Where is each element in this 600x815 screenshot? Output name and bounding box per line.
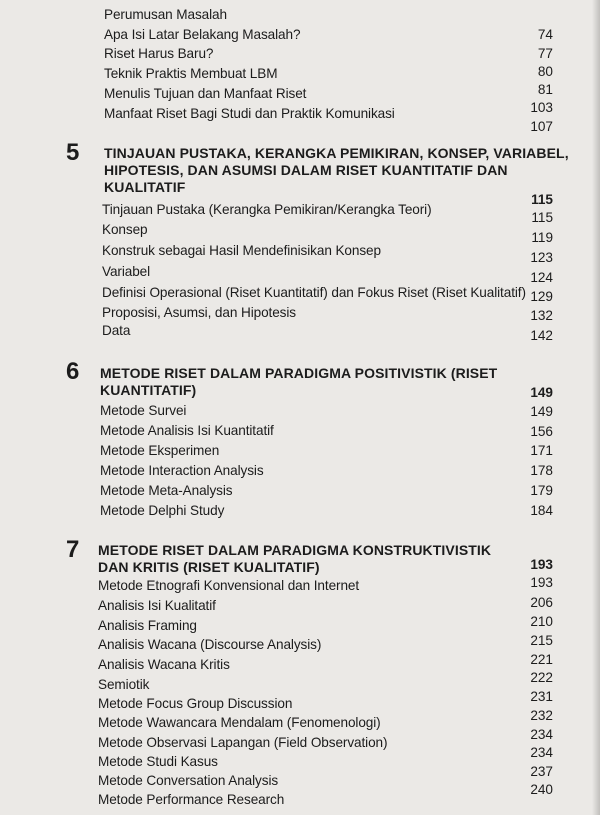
toc-page-number: 232 <box>530 708 553 723</box>
toc-entry: Perumusan Masalah <box>104 7 227 22</box>
toc-entry: Analisis Wacana (Discourse Analysis) <box>98 637 322 652</box>
toc-entry: Metode Delphi Study <box>100 503 225 518</box>
toc-entry: Data <box>102 323 131 338</box>
toc-page-number: 156 <box>530 424 553 439</box>
toc-page-number: 124 <box>530 270 553 285</box>
toc-entry: Metode Conversation Analysis <box>98 773 279 788</box>
page-edge-shadow <box>592 0 600 815</box>
toc-page-number: 179 <box>530 483 553 498</box>
chapter-title: METODE RISET DALAM PARADIGMA KONSTRUKTIVISTIK <box>98 542 492 558</box>
toc-page-number: 107 <box>530 119 553 134</box>
toc-entry: Konsep <box>102 222 148 237</box>
toc-page-number: 184 <box>530 503 553 518</box>
toc-page-number: 119 <box>531 230 553 245</box>
chapter-page-number: 115 <box>531 192 553 207</box>
toc-entry: Metode Etnografi Konvensional dan Internet <box>98 578 360 593</box>
toc-entry: Metode Meta-Analysis <box>100 483 233 498</box>
chapter-title: METODE RISET DALAM PARADIGMA POSITIVISTIK (RISET <box>100 365 498 381</box>
toc-entry: Tinjauan Pustaka (Kerangka Pemikiran/Kerangka Teori) <box>102 202 432 217</box>
toc-page-number: 231 <box>530 689 553 704</box>
toc-entry: Metode Survei <box>100 403 187 418</box>
toc-entry: Manfaat Riset Bagi Studi dan Praktik Komunikasi <box>104 106 395 121</box>
toc-page-number: 222 <box>530 670 553 685</box>
toc-entry: Metode Eksperimen <box>100 443 220 458</box>
toc-entry: Variabel <box>102 264 151 279</box>
toc-entry: Proposisi, Asumsi, dan Hipotesis <box>102 305 296 320</box>
toc-page-number: 74 <box>537 27 553 42</box>
toc-entry: Apa Isi Latar Belakang Masalah? <box>104 27 301 42</box>
toc-page-number: 234 <box>530 727 553 742</box>
chapter-title: DAN KRITIS (RISET KUALITATIF) <box>98 559 320 575</box>
chapter-title: KUALITATIF <box>104 179 186 195</box>
chapter-page-number: 149 <box>530 385 553 400</box>
chapter-page-number: 193 <box>530 557 553 572</box>
toc-entry: Metode Performance Research <box>98 792 285 807</box>
toc-page-number: 234 <box>530 745 553 760</box>
toc-entry: Semiotik <box>98 677 150 692</box>
toc-entry: Menulis Tujuan dan Manfaat Riset <box>104 86 307 101</box>
toc-page-number: 132 <box>530 308 553 323</box>
toc-page-number: 171 <box>530 443 553 458</box>
toc-page-number: 215 <box>530 633 553 648</box>
toc-page-number: 178 <box>530 463 553 478</box>
toc-entry: Metode Interaction Analysis <box>100 463 264 478</box>
toc-page-number: 81 <box>537 82 553 97</box>
toc-page-number: 221 <box>530 652 553 667</box>
toc-entry: Metode Observasi Lapangan (Field Observation) <box>98 735 388 750</box>
chapter-title: TINJAUAN PUSTAKA, KERANGKA PEMIKIRAN, KONSEP, VARIABEL, <box>104 145 569 161</box>
chapter-title: HIPOTESIS, DAN ASUMSI DALAM RISET KUANTITATIF DAN <box>104 162 508 178</box>
toc-entry: Metode Wawancara Mendalam (Fenomenologi) <box>98 715 381 730</box>
toc-entry: Metode Focus Group Discussion <box>98 696 293 711</box>
chapter-number: 6 <box>66 358 80 385</box>
toc-entry: Teknik Praktis Membuat LBM <box>104 66 278 81</box>
toc-page-number: 77 <box>537 46 553 61</box>
toc-page-number: 123 <box>530 250 553 265</box>
toc-entry: Riset Harus Baru? <box>104 46 214 61</box>
toc-entry: Definisi Operasional (Riset Kuantitatif) dan Fokus Riset (Riset Kualitatif) <box>102 285 526 300</box>
toc-page-number: 149 <box>530 404 553 419</box>
toc-entry: Metode Studi Kasus <box>98 754 218 769</box>
chapter-title: KUANTITATIF) <box>100 382 197 398</box>
chapter-number: 7 <box>66 536 80 563</box>
toc-entry: Analisis Framing <box>98 618 197 633</box>
toc-page-number: 129 <box>530 289 553 304</box>
toc-page-number: 103 <box>530 100 553 115</box>
chapter-number: 5 <box>66 139 80 166</box>
toc-page-number: 80 <box>537 64 553 79</box>
toc-entry: Analisis Wacana Kritis <box>98 657 230 672</box>
toc-page-number: 210 <box>530 614 553 629</box>
toc-page-number: 193 <box>530 575 553 590</box>
toc-entry: Konstruk sebagai Hasil Mendefinisikan Konsep <box>102 243 381 258</box>
toc-page-number: 237 <box>530 764 553 779</box>
toc-entry: Metode Analisis Isi Kuantitatif <box>100 423 274 438</box>
toc-page-number: 240 <box>530 782 553 797</box>
toc-entry: Analisis Isi Kualitatif <box>98 598 216 613</box>
toc-page-number: 115 <box>531 210 553 225</box>
toc-page-number: 206 <box>530 595 553 610</box>
toc-page-number: 142 <box>530 328 553 343</box>
